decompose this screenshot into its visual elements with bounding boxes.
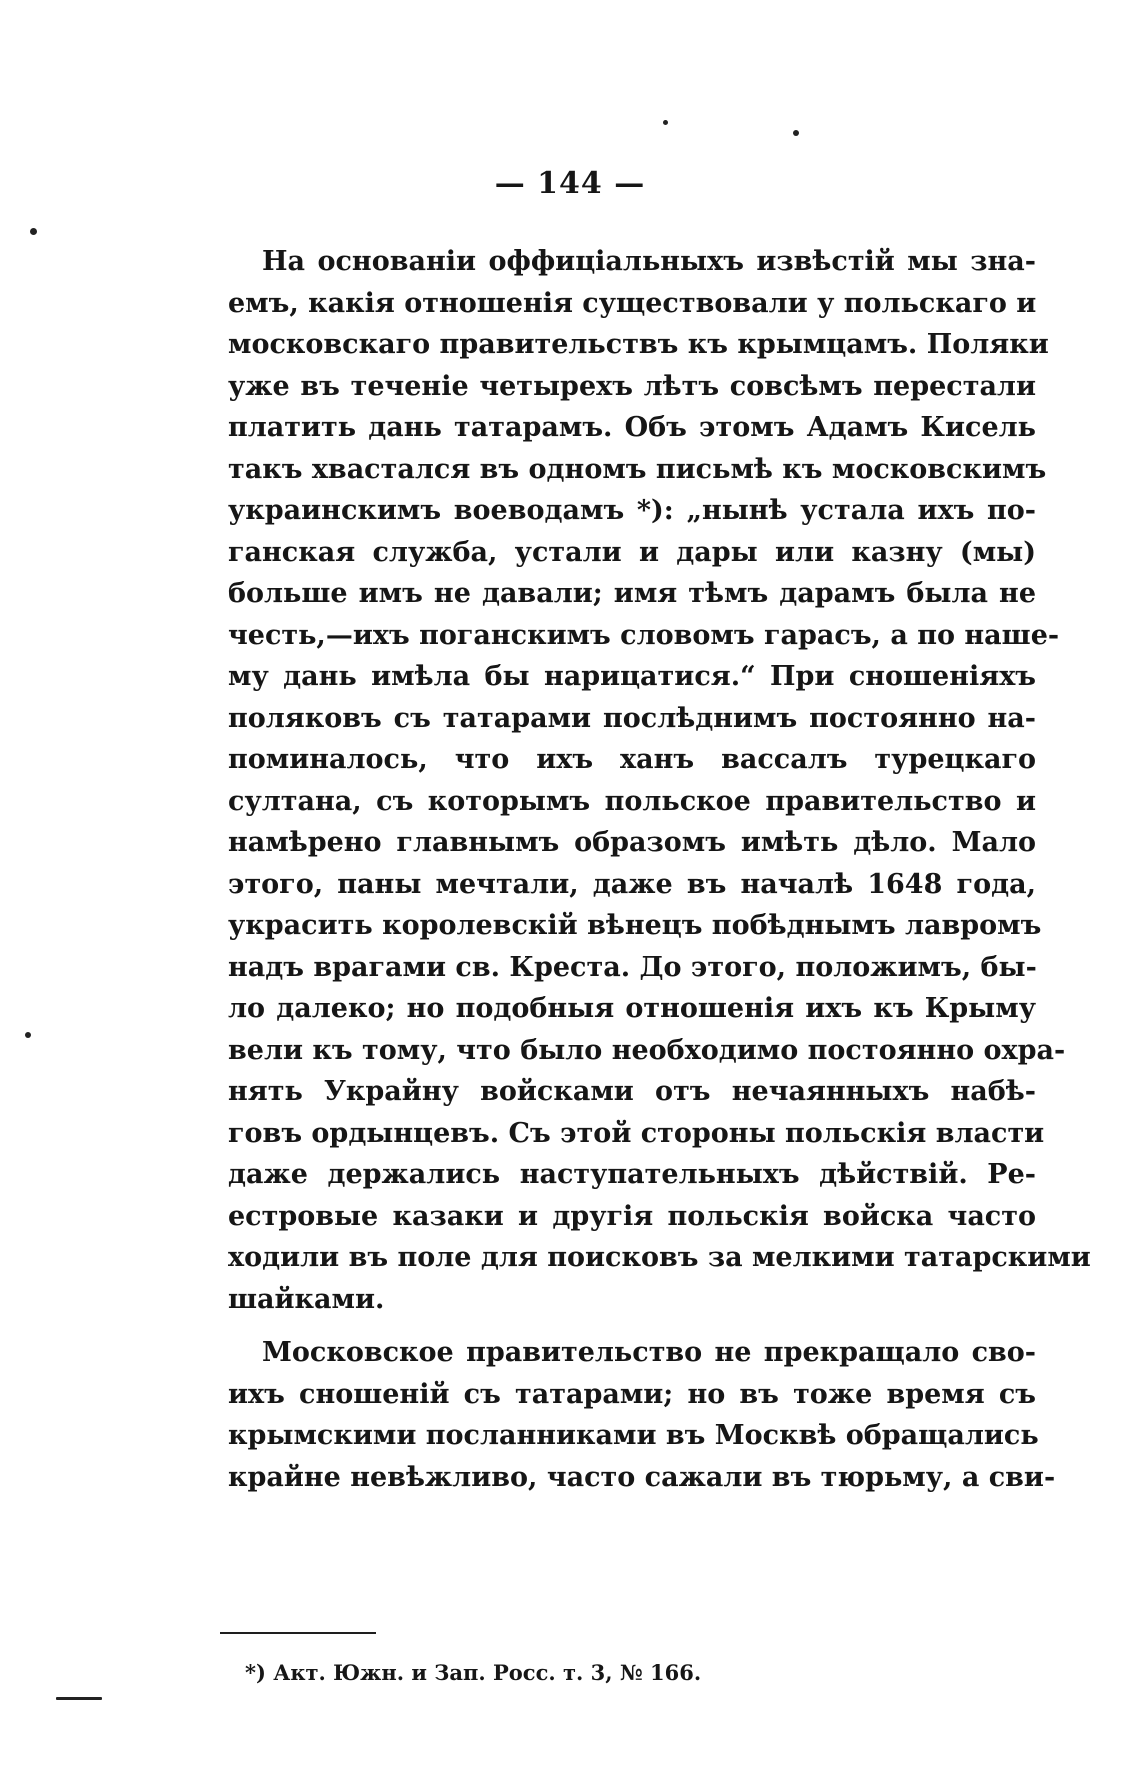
text-line: больше имъ не давали; имя тѣмъ дарамъ была не [228, 578, 1036, 609]
text-line: ходили въ поле для поисковъ за мелкими татарскими [228, 1242, 1091, 1273]
footnote-divider [220, 1632, 376, 1634]
body-text [228, 241, 1091, 1498]
text-line: такъ хвастался въ одномъ письмѣ къ московскимъ [228, 453, 1047, 485]
text-line: говъ ордынцевъ. Съ этой стороны польскія власти [228, 1117, 1045, 1149]
paragraph-1 [228, 241, 1091, 1320]
page-number: — 144 — [494, 166, 646, 201]
text-line: украсить королевскій вѣнецъ побѣднымъ лавромъ [228, 910, 1042, 941]
text-line: честь,—ихъ поганскимъ словомъ гарасъ, а по наше- [228, 619, 1060, 651]
text-line: естровые казаки и другія польскія войска часто [228, 1200, 1036, 1232]
text-line: крымскими посланниками въ Москвѣ обращались [228, 1420, 1039, 1451]
text-line: московскаго правительствъ къ крымцамъ. Поляки [228, 329, 1049, 360]
text-line: надъ врагами св. Креста. До этого, положимъ, бы- [228, 951, 1037, 983]
text-line: ганская служба, устали и дары или казну (мы) [228, 536, 1036, 568]
text-line: этого, паны мечтали, даже въ началѣ 1648 года, [228, 868, 1036, 900]
text-line: султана, съ которымъ польское правительство и [228, 785, 1036, 817]
text-line: ло далеко; но подобныя отношенія ихъ къ Крыму [228, 993, 1036, 1024]
text-line: украинскимъ воеводамъ *): „нынѣ устала ихъ по- [228, 495, 1036, 526]
paragraph-2 [228, 1332, 1056, 1498]
text-line: уже въ теченіе четырехъ лѣтъ совсѣмъ перестали [228, 370, 1036, 402]
text-line: намѣрено главнымъ образомъ имѣть дѣло. Мало [228, 827, 1036, 858]
text-line: поляковъ съ татарами послѣднимъ постоянно на- [228, 702, 1036, 734]
text-line: даже держались наступательныхъ дѣйствій. Ре- [228, 1159, 1036, 1190]
text-line: На основаніи оффиціальныхъ извѣстій мы зна- [262, 246, 1036, 277]
text-line: поминалось, что ихъ ханъ вассалъ турецкаго [228, 744, 1036, 775]
text-line: му дань имѣла бы нарицатися.“ При сношеніяхъ [228, 661, 1036, 692]
text-line: шайками. [228, 1283, 385, 1315]
footnote: *) Акт. Южн. и Зап. Росс. т. 3, № 166. [245, 1660, 702, 1685]
text-line: Московское правительство не прекращало сво- [262, 1337, 1036, 1368]
text-line: платить дань татарамъ. Объ этомъ Адамъ Кисель [228, 412, 1036, 443]
text-line: нять Украйну войсками отъ нечаянныхъ набѣ- [228, 1076, 1036, 1107]
text-line: ихъ сношеній съ татарами; но въ тоже время съ [228, 1378, 1036, 1410]
text-line: вели къ тому, что было необходимо постоянно охра- [228, 1034, 1066, 1066]
text-line: емъ, какія отношенія существовали у польскаго и [228, 287, 1037, 319]
text-line: крайне невѣжливо, часто сажали въ тюрьму, а сви- [228, 1461, 1056, 1493]
